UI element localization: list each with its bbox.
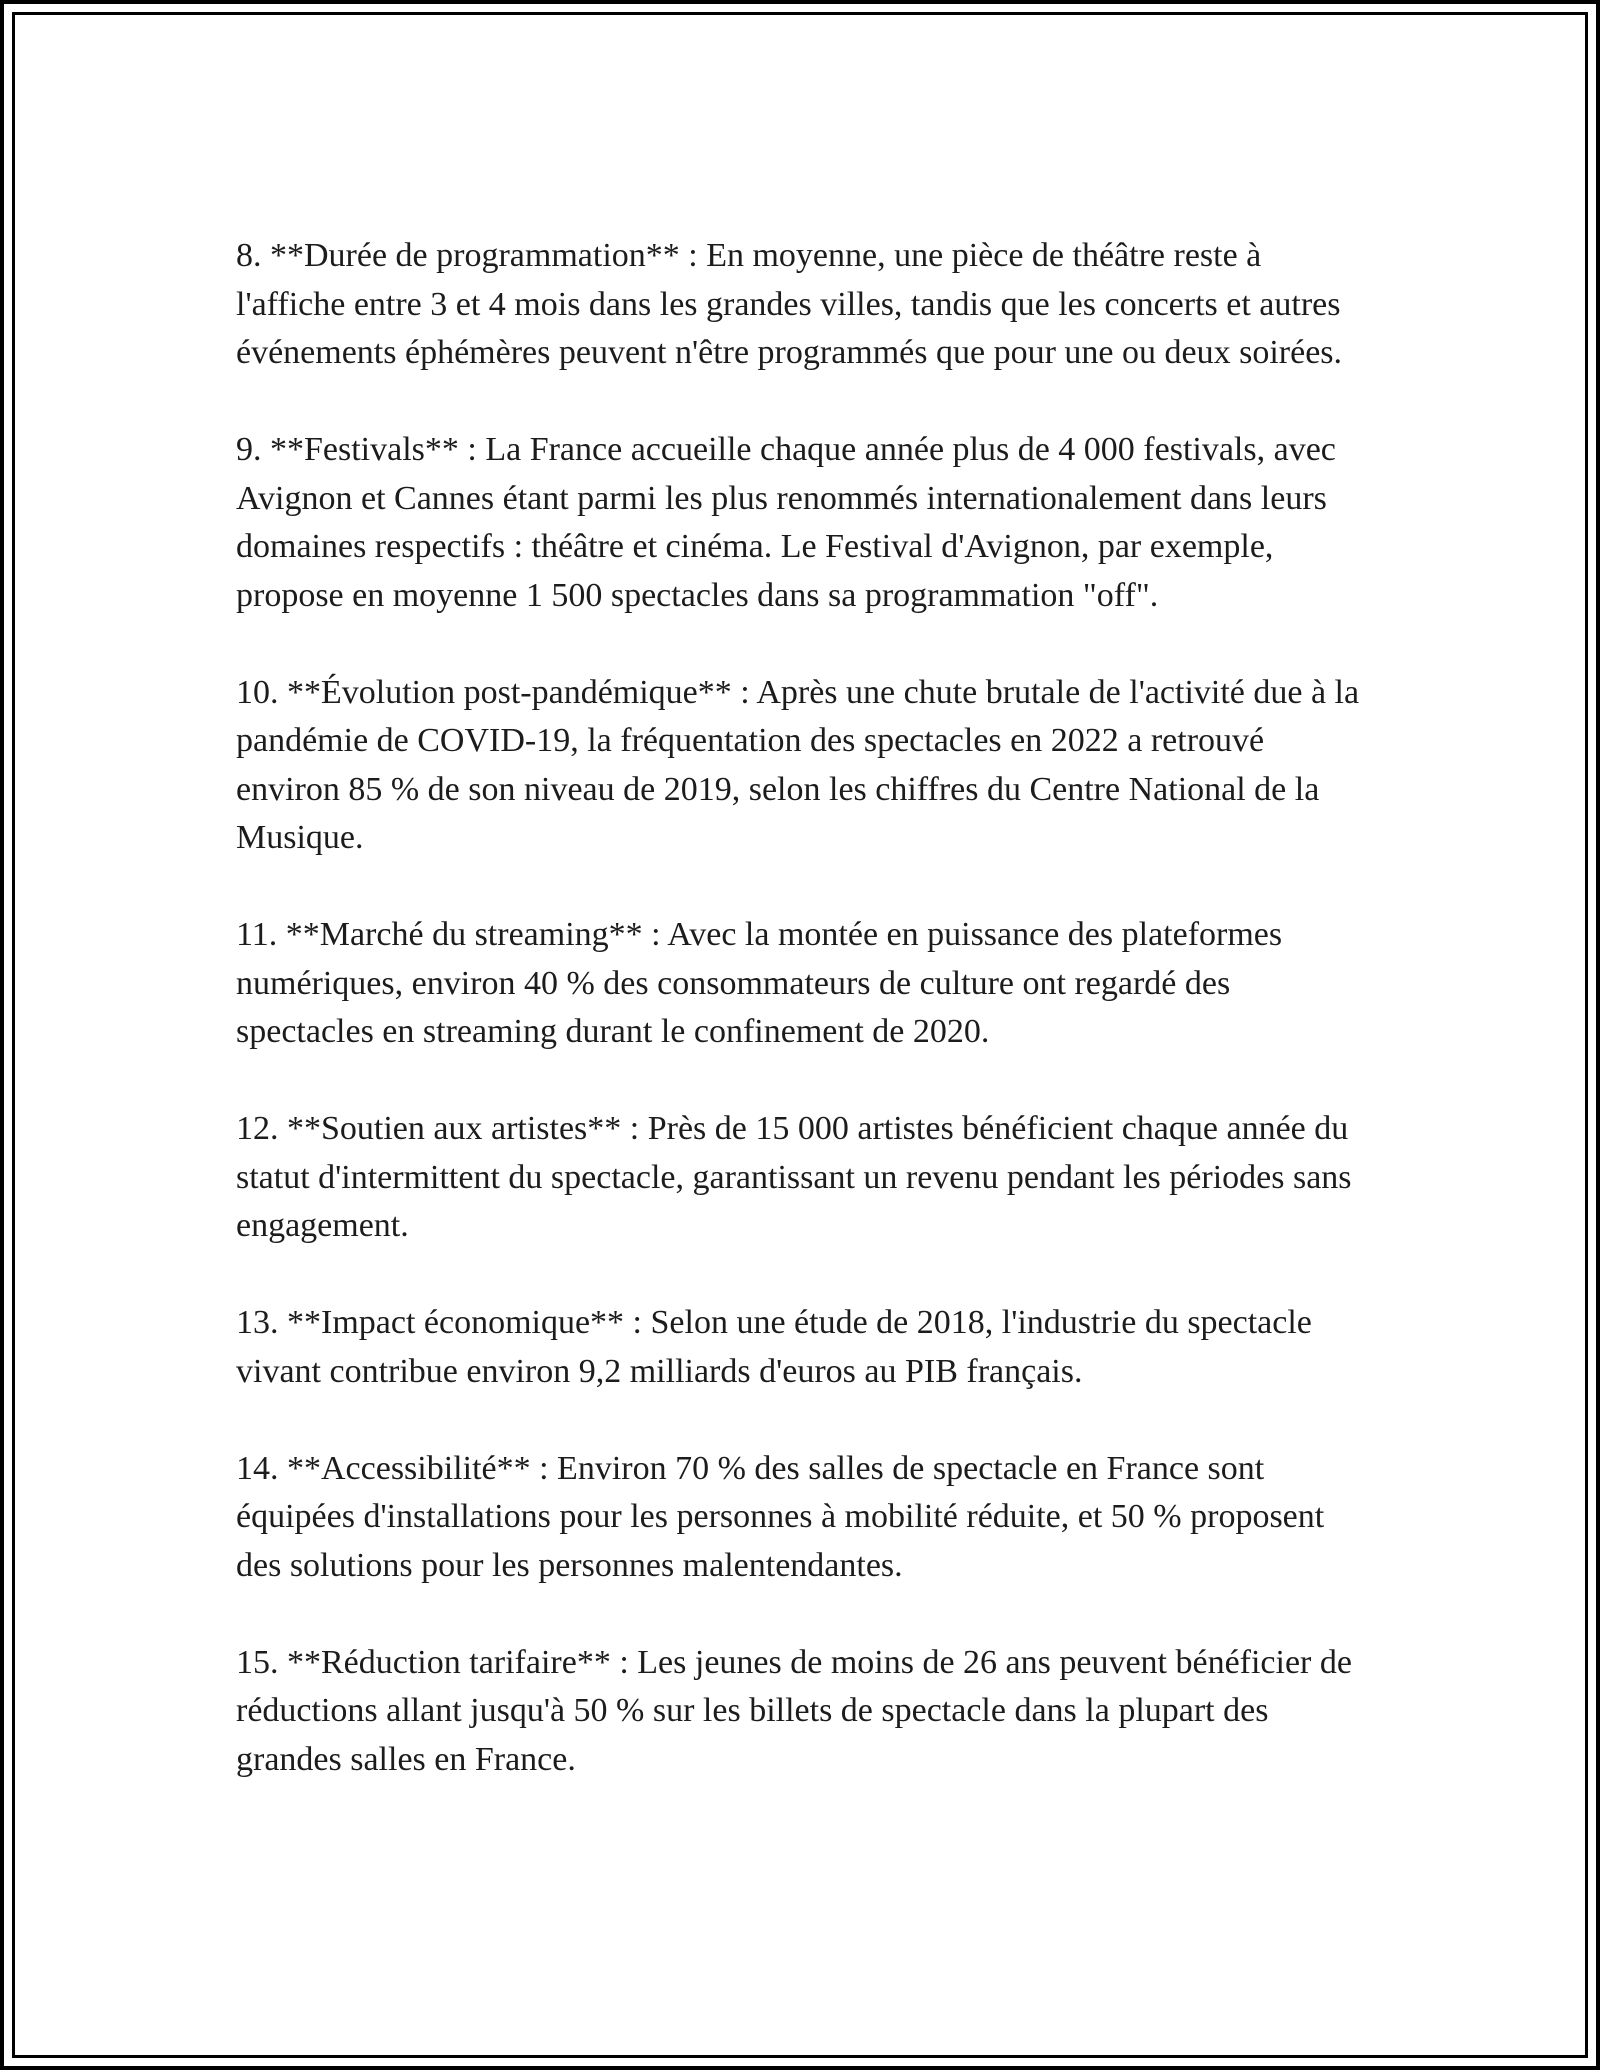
list-item-10: 10. **Évolution post-pandémique** : Après une chute brutale de l'activité due à la pandémie de COVID-19, la fréquentation des spectacles en 2022 a retrouvé environ 85 % de son niveau de 2019, selon les chiffres du Centre National de la Musique. [236, 673, 1360, 856]
document-body [236, 232, 1376, 1833]
list-item-14: 14. **Accessibilité** : Environ 70 % des salles de spectacle en France sont équipées d'installations pour les personnes à mobilité réduite, et 50 % proposent des solutions pour les personnes malentendantes. [236, 1449, 1325, 1584]
list-item-12: 12. **Soutien aux artistes** : Près de 15 000 artistes bénéficient chaque année du statut d'intermittent du spectacle, garantissant un revenu pendant les périodes sans engagement. [236, 1110, 1352, 1244]
list-item-15: 15. **Réduction tarifaire** : Les jeunes de moins de 26 ans peuvent bénéficier de réductions allant jusqu'à 50 % sur les billets de spectacle dans la plupart des grandes salles en France. [236, 1643, 1352, 1778]
list-item-8: 8. **Durée de programmation** : En moyenne, une pièce de théâtre reste à l'affiche entre 3 et 4 mois dans les grandes villes, tandis que les concerts et autres événements éphémères peuvent n'être programmés que pour une ou deux soirées. [236, 237, 1343, 371]
list-item-13: 13. **Impact économique** : Selon une étude de 2018, l'industrie du spectacle vivant contribue environ 9,2 milliards d'euros au PIB français. [236, 1304, 1312, 1390]
list-item-11: 11. **Marché du streaming** : Avec la montée en puissance des plateformes numériques, environ 40 % des consommateurs de culture ont regardé des spectacles en streaming durant le confinement de 2020. [236, 916, 1283, 1050]
list-item-9: 9. **Festivals** : La France accueille chaque année plus de 4 000 festivals, avec Avignon et Cannes étant parmi les plus renommés internationalement dans leurs domaines respectifs : théâtre et cinéma. Le Festival d'Avignon, par exemple, propose en moyenne 1 500 spectacles dans sa programmation "off". [236, 431, 1336, 614]
